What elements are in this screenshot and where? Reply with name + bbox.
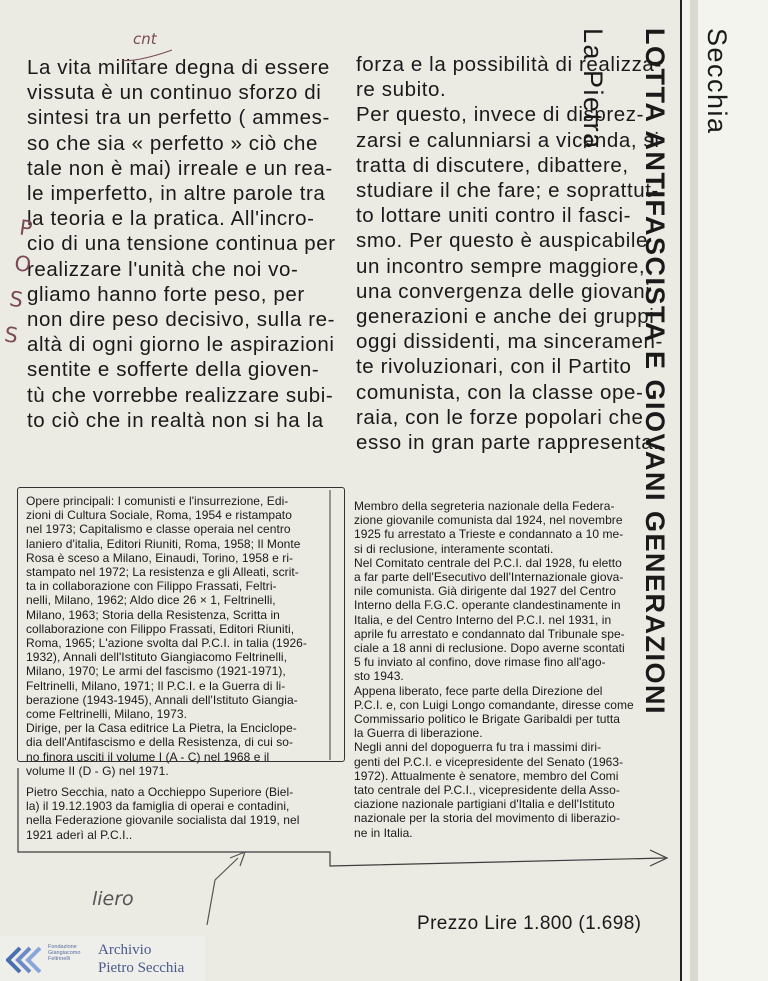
handwritten-arrow — [207, 858, 238, 925]
spine-title — [577, 10, 763, 970]
handwritten-note-bottom: liero — [92, 888, 134, 910]
archive-name: Archivio Pietro Secchia — [98, 942, 185, 976]
handwritten-note-top: cnt — [133, 30, 157, 48]
body-text-right-column: forza e la possibilità di realizza- re subito. Per questo, invece di disprez- zarsi e calunniarsi a vicenda, si tratta di discutere, dibattere, studiare il che fare; e soprattut- to lottare uniti contro il fasci- smo. Per questo è auspicabile un incontro sempre maggiore, una convergenza delle giovani generazioni e anche dei gruppi oggi dissidenti, ma sinceramen- te rivoluzionari, con il Partito comunista, con la classe ope- raia, con le forze popolari che esso in gran parte rappresenta. — [356, 53, 663, 455]
author-bio-career: Membro della segreteria nazionale della Federa- zione giovanile comunista dal 1924, nel novembre 1925 fu arrestato a Trieste e condannato a 10 me- si di reclusione, interamente scontati. Nel Comitato centrale del P.C.I. dal 1928, fu eletto a far parte dell'Esecutivo dell'Internazionale giova- nile comunista. Già dirigente dal 1927 del Centro Interno della F.G.C. operante clandestinamente in Italia, e del Centro Interno del P.C.I. nel 1931, in aprile fu arrestato e condannato dal Tribunale spe- ciale a 18 anni di reclusione. Dopo averne scontati 5 fu inviato al confino, dove rimase fino all'ago- sto 1943. Appena liberato, fece parte della Direzione del P.C.I. e, con Luigi Longo comandante, diresse come Commissario politico le Brigate Garibaldi per tutta la Guerra di liberazione. Negli anni del dopoguerra fu tra i massimi diri- genti del P.C.I. e vicepresidente del Senato (1963- 1972). Attualmente è senatore, membro del Comi tato centrale del P.C.I., vicepresidente della Asso- ciazione nazionale partigiani d'Italia e dell'Istituto nazionale per la storia del movimento di liberazio- ne in Italia. — [354, 499, 634, 840]
author-bio-intro: Pietro Secchia, nato a Occhieppo Superiore (Biel- la) il 19.12.1903 da famiglia di operai e contadini, nella Federazione giovanile socialista dal 1919, nel 1921 aderì al P.C.I.. — [26, 785, 300, 842]
principal-works-text: Opere principali: I comunisti e l'insurrezione, Edi- zioni di Cultura Sociale, Roma, 1954 e ristampato nel 1973; Capitalismo e classe operaia nel centro laniero d'italia, Editori Riuniti, Roma, 1958; Il Monte Rosa è sceso a Milano, Einaudi, Torino, 1958 e ri- stampato nel 1972; La resistenza e gli Alleati, scrit- ta in collaborazione con Filippo Frassati, Feltri- nelli, Milano, 1962; Aldo dice 26 × 1, Feltrinelli, Milano, 1963; Storia della Resistenza, Scritta in collaborazione con Filippo Frassati, Editori Riuniti, Roma, 1965; L'azione svolta dal P.C.I. in talia (1926- 1932), Annali dell'Istituto Giangiacomo Feltrinelli, Milano, 1970; Le armi del fascismo (1921-1971), Feltrinelli, Milano, 1971; Il P.C.I. e la Guerra di li- berazione (1943-1945), Annali dell'Istituto Giangia- come Feltrinelli, Milano, 1973. Dirige, per la Casa editrice La Pietra, la Enciclope- dia dell'Antifascismo e della Resistenza, di cui so- no finora usciti il volume I (A - C) nel 1968 e il volume II (D - G) nel 1971. — [26, 494, 307, 778]
price-label: Prezzo Lire 1.800 (1.698) — [417, 913, 642, 934]
chevrons-icon — [6, 946, 46, 974]
spine-book-title: LOTTA ANTIFASCISTA E GIOVANI GENERAZIONI — [640, 28, 670, 716]
spine-author: Secchia — [702, 28, 732, 135]
handwritten-stroke — [122, 50, 172, 61]
handwritten-bracket-line — [18, 768, 665, 866]
foundation-label: Fondazione Giangiacomo Feltrinelli — [48, 944, 81, 962]
body-text-left-column: La vita militare degna di essere vissuta è un continuo sforzo di sintesi tra un perfetto ( ammes- so che sia « perfetto » ciò che tale non è mai) irreale e un rea- le imperfetto, in altre parole tra la teoria e la pratica. All'incro- cio di una tensione continua per realizzare l'unità che noi vo- gliamo hanno forte peso, per non dire peso decisivo, sulla re- altà di ogni giorno le aspirazioni sentite e sofferte della gioven- tù che vorrebbe realizzare subi- to ciò che in realtà non si ha la — [27, 56, 336, 432]
handwritten-margin-note: P O S S — [2, 215, 34, 348]
spine-publisher: La Pietra — [578, 28, 608, 150]
